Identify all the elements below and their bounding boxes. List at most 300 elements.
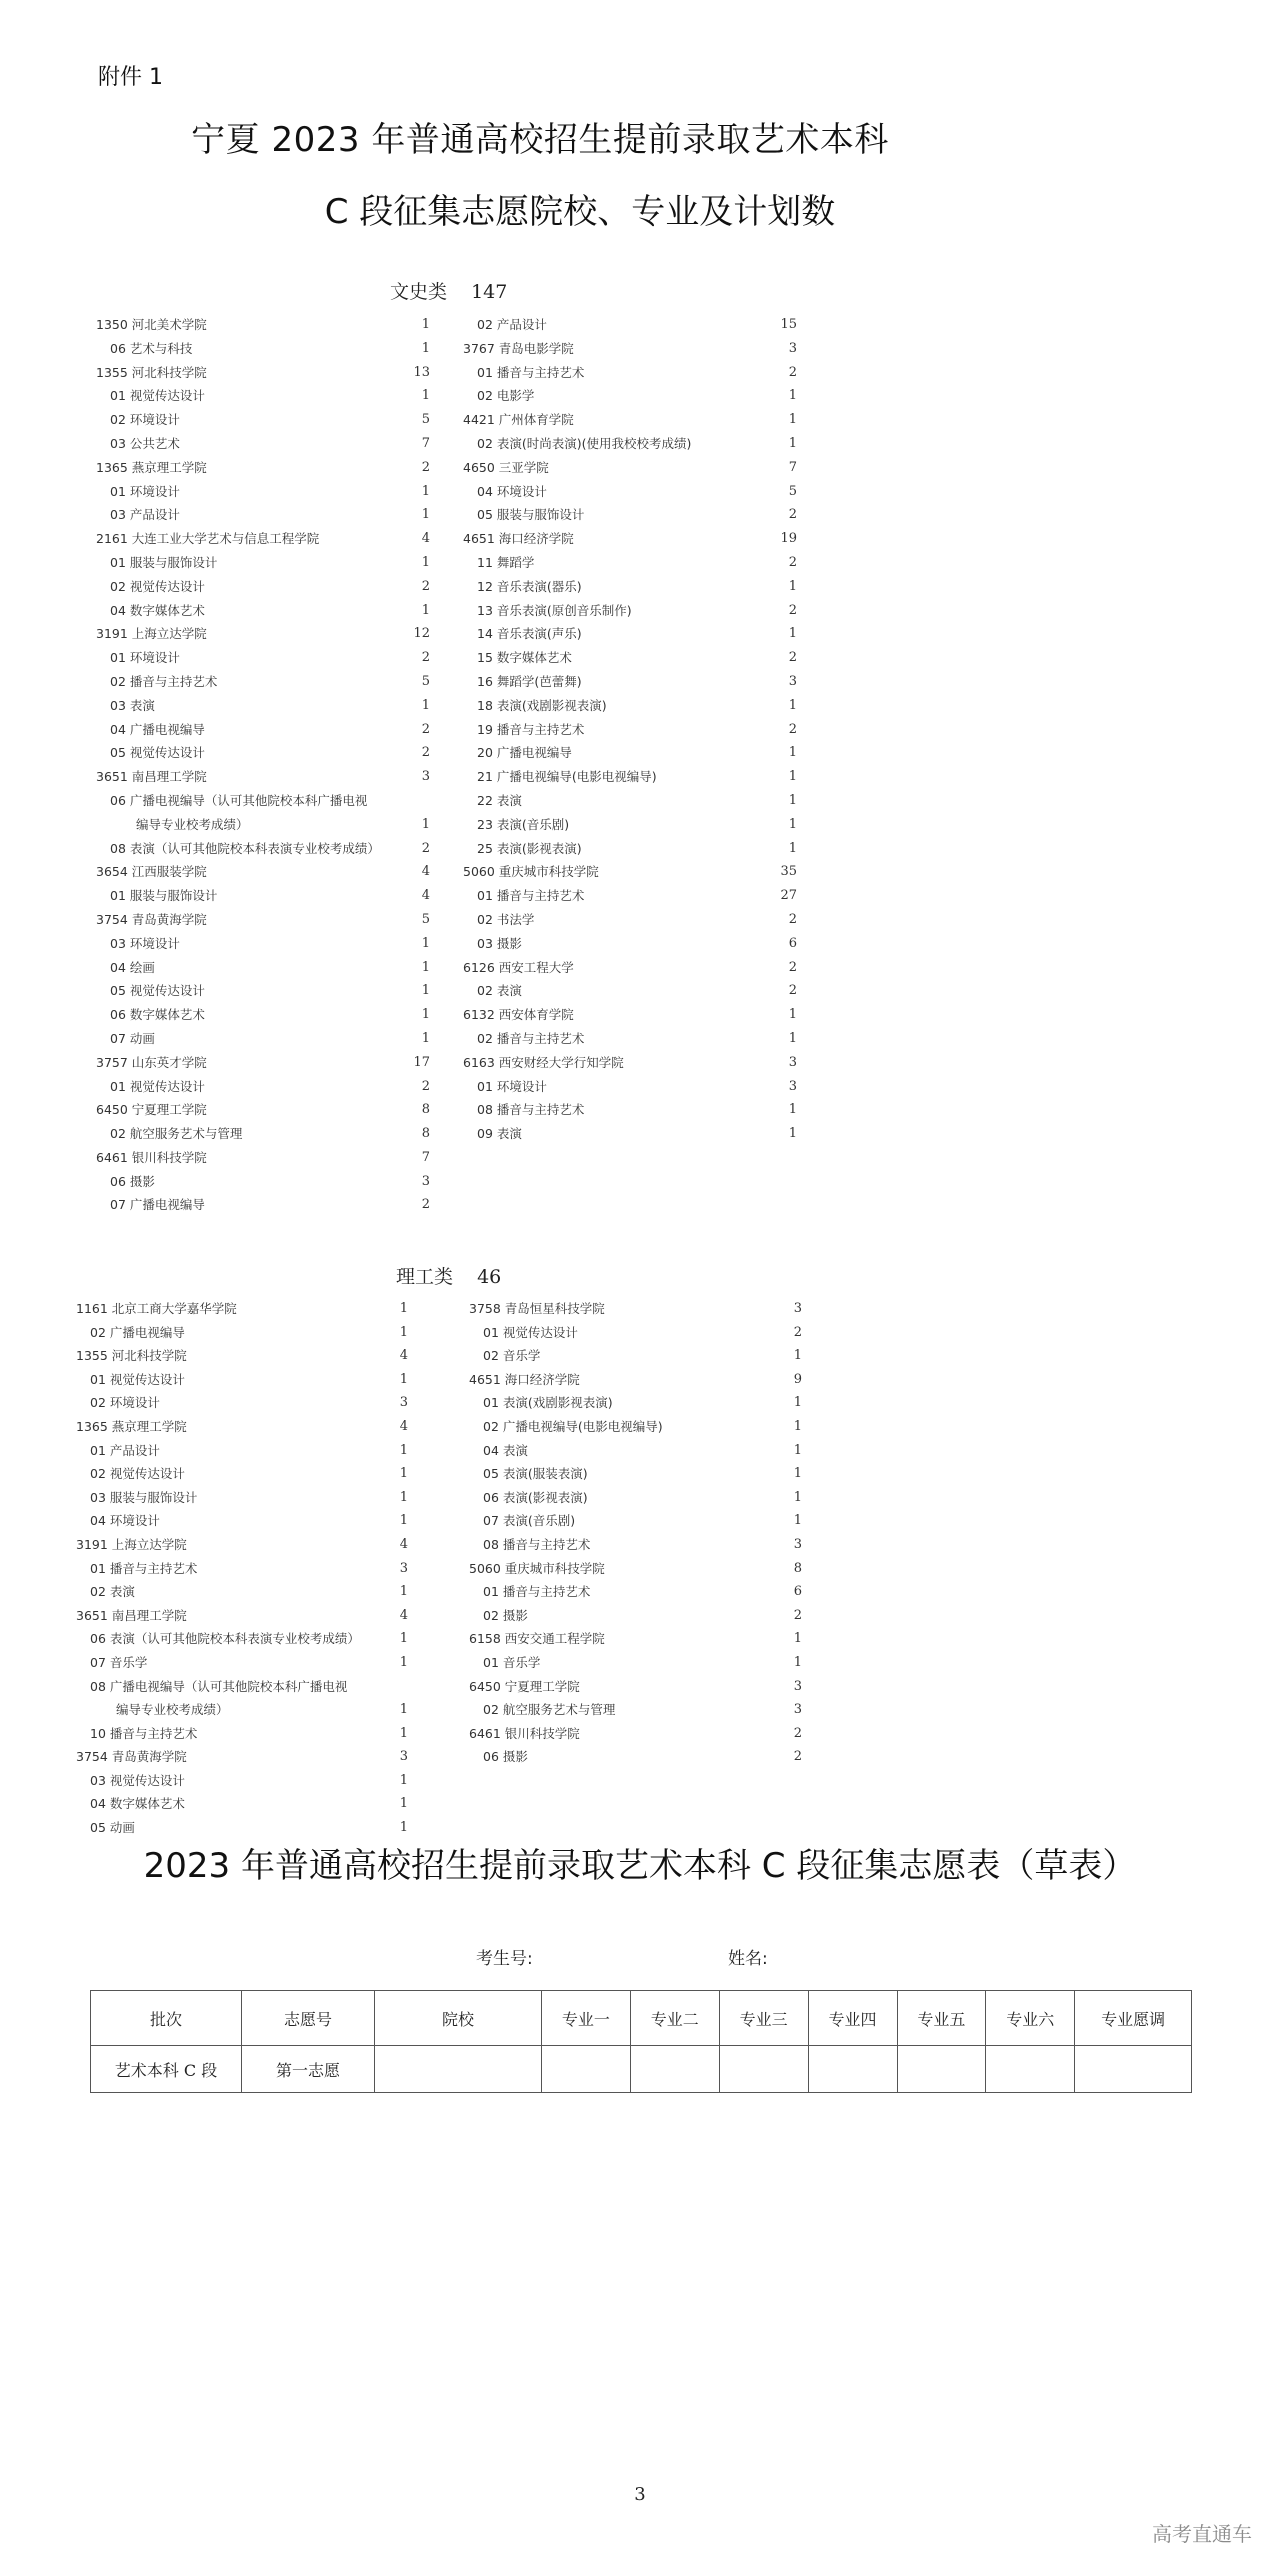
major-name: 06 艺术与科技	[110, 340, 193, 356]
header-major-4: 专业四	[808, 1991, 897, 2046]
school-row	[463, 1003, 797, 1027]
major-name: 07 音乐学	[90, 1654, 148, 1670]
school-row	[463, 408, 797, 432]
school-row	[76, 1415, 408, 1439]
school-row	[469, 1557, 802, 1581]
major-row	[96, 1075, 430, 1099]
major-name: 02 播音与主持艺术	[110, 673, 218, 689]
plan-count: 1	[793, 1418, 802, 1434]
school-row	[96, 361, 430, 385]
major-name: 18 表演(戏剧影视表演)	[477, 697, 607, 713]
plan-count: 8	[421, 1126, 430, 1142]
major-row	[463, 741, 797, 765]
major-name: 编导专业校考成绩）	[136, 816, 249, 832]
plan-count: 2	[788, 554, 797, 570]
major-name: 02 视觉传达设计	[90, 1466, 185, 1482]
plan-count: 1	[793, 1489, 802, 1505]
plan-count: 1	[788, 626, 797, 642]
school-row	[469, 1297, 802, 1321]
major-name: 16 舞蹈学(芭蕾舞)	[477, 673, 582, 689]
major-name: 02 视觉传达设计	[110, 578, 205, 594]
major-name: 02 广播电视编导(电影电视编导)	[483, 1418, 663, 1434]
major-name: 04 表演	[483, 1442, 528, 1458]
major-name: 01 播音与主持艺术	[90, 1560, 198, 1576]
plan-count: 1	[399, 1631, 408, 1647]
major-row	[76, 1368, 408, 1392]
cell-major-1[interactable]	[542, 2046, 631, 2093]
plan-count: 12	[413, 626, 430, 642]
major-name: 19 播音与主持艺术	[477, 721, 585, 737]
major-name: 23 表演(音乐剧)	[477, 816, 570, 832]
plan-count: 13	[413, 364, 430, 380]
plan-count: 6	[788, 935, 797, 951]
school-row	[463, 337, 797, 361]
major-row	[463, 1098, 797, 1122]
major-row	[463, 718, 797, 742]
major-row	[96, 1003, 430, 1027]
school-name: 1365 燕京理工学院	[76, 1418, 187, 1434]
major-row	[76, 1509, 408, 1533]
major-row	[96, 1170, 430, 1194]
major-name: 06 广播电视编导（认可其他院校本科广播电视	[110, 792, 368, 808]
plan-count: 3	[421, 1173, 430, 1189]
plan-count: 7	[421, 435, 430, 451]
plan-count: 1	[421, 388, 430, 404]
plan-count: 1	[788, 1030, 797, 1046]
major-name: 02 环境设计	[110, 412, 180, 428]
plan-count: 3	[793, 1678, 802, 1694]
major-name: 05 视觉传达设计	[110, 745, 205, 761]
major-row	[76, 1769, 408, 1793]
plan-count: 1	[793, 1654, 802, 1670]
major-name: 01 视觉传达设计	[110, 1078, 205, 1094]
school-name: 4421 广州体育学院	[463, 412, 574, 428]
major-name: 03 摄影	[477, 935, 522, 951]
plan-count: 1	[399, 1725, 408, 1741]
liberal-arts-heading	[390, 277, 507, 304]
header-major-1: 专业一	[542, 1991, 631, 2046]
major-name: 01 环境设计	[477, 1078, 547, 1094]
major-name: 02 书法学	[477, 911, 535, 927]
school-row	[96, 908, 430, 932]
plan-count: 3	[793, 1536, 802, 1552]
school-name: 6450 宁夏理工学院	[469, 1678, 580, 1694]
school-name: 6126 西安工程大学	[463, 959, 574, 975]
major-row	[469, 1415, 802, 1439]
major-name: 03 公共艺术	[110, 435, 180, 451]
plan-count: 1	[421, 554, 430, 570]
major-name: 02 表演(时尚表演)(使用我校校考成绩)	[477, 435, 692, 451]
major-name: 02 产品设计	[477, 317, 547, 332]
major-name: 12 音乐表演(器乐)	[477, 578, 582, 594]
major-name: 06 摄影	[483, 1749, 528, 1765]
form-title: 2023 年普通高校招生提前录取艺术本科 C 段征集志愿表（草表）	[143, 1846, 1137, 1886]
major-name: 04 数字媒体艺术	[110, 602, 205, 618]
major-row	[96, 337, 430, 361]
header-batch: 批次	[91, 1991, 242, 2046]
liberal-arts-right-list	[463, 313, 797, 1146]
plan-count: 4	[421, 531, 430, 547]
major-name: 01 播音与主持艺术	[477, 888, 585, 904]
plan-count: 1	[793, 1513, 802, 1529]
plan-count: 2	[788, 507, 797, 523]
major-row	[463, 432, 797, 456]
form-row-first-choice	[91, 2046, 1192, 2093]
plan-count: 3	[793, 1702, 802, 1718]
header-major-5: 专业五	[897, 1991, 986, 2046]
major-row	[463, 765, 797, 789]
school-name: 3651 南昌理工学院	[76, 1607, 187, 1623]
major-row	[469, 1580, 802, 1604]
plan-count: 1	[793, 1466, 802, 1482]
school-name: 3754 青岛黄海学院	[76, 1749, 187, 1765]
major-name: 03 服装与服饰设计	[90, 1489, 198, 1505]
school-row	[96, 1051, 430, 1075]
plan-count: 1	[399, 1466, 408, 1482]
plan-count: 27	[780, 888, 797, 904]
major-row	[76, 1792, 408, 1816]
annex-label: 附件 1	[98, 65, 163, 90]
major-name: 02 摄影	[483, 1607, 528, 1623]
science-heading	[396, 1262, 501, 1289]
major-row	[469, 1486, 802, 1510]
major-row	[76, 1722, 408, 1746]
doc-title-line2: C 段征集志愿院校、专业及计划数	[324, 192, 836, 232]
school-row	[463, 1051, 797, 1075]
plan-count: 3	[793, 1301, 802, 1316]
school-name: 1161 北京工商大学嘉华学院	[76, 1301, 237, 1316]
plan-count: 1	[399, 1772, 408, 1788]
school-name: 4650 三亚学院	[463, 459, 549, 475]
major-row	[463, 1075, 797, 1099]
school-name: 3191 上海立达学院	[76, 1536, 187, 1552]
plan-count: 1	[793, 1631, 802, 1647]
name-label: 姓名:	[728, 1949, 768, 1969]
major-row	[96, 599, 430, 623]
plan-count: 2	[793, 1749, 802, 1765]
major-name: 09 表演	[477, 1126, 522, 1142]
cell-major-3[interactable]	[719, 2046, 808, 2093]
cell-major-4[interactable]	[808, 2046, 897, 2093]
major-name: 01 环境设计	[110, 483, 180, 499]
plan-count: 3	[399, 1749, 408, 1765]
school-row	[469, 1368, 802, 1392]
plan-count: 2	[421, 1078, 430, 1094]
plan-count: 1	[399, 1324, 408, 1340]
school-name: 2161 大连工业大学艺术与信息工程学院	[96, 531, 320, 547]
major-row	[76, 1651, 408, 1675]
plan-count: 1	[399, 1301, 408, 1316]
major-name: 03 表演	[110, 697, 155, 713]
plan-count: 1	[399, 1654, 408, 1670]
school-name: 6461 银川科技学院	[96, 1149, 207, 1165]
school-row	[96, 313, 430, 337]
plan-count: 1	[399, 1796, 408, 1812]
plan-count: 1	[788, 792, 797, 808]
science-left-list	[76, 1297, 408, 1840]
school-row	[463, 956, 797, 980]
plan-count: 5	[421, 673, 430, 689]
plan-count: 1	[421, 983, 430, 999]
major-row	[463, 361, 797, 385]
plan-count: 2	[421, 1197, 430, 1213]
major-row	[469, 1651, 802, 1675]
plan-count: 1	[399, 1371, 408, 1387]
school-name: 6163 西安财经大学行知学院	[463, 1054, 624, 1070]
cell-major-6[interactable]	[986, 2046, 1075, 2093]
school-row	[76, 1745, 408, 1769]
major-name: 07 动画	[110, 1030, 155, 1046]
major-row	[76, 1816, 408, 1840]
plan-count: 4	[399, 1418, 408, 1434]
plan-count: 4	[421, 888, 430, 904]
major-row	[96, 1122, 430, 1146]
school-name: 3767 青岛电影学院	[463, 340, 574, 356]
major-row	[463, 837, 797, 861]
major-row	[96, 1027, 430, 1051]
major-name: 01 环境设计	[110, 650, 180, 666]
plan-count: 1	[788, 840, 797, 856]
major-name: 01 产品设计	[90, 1442, 160, 1458]
major-row	[96, 956, 430, 980]
major-row	[96, 718, 430, 742]
plan-count: 1	[421, 816, 430, 832]
plan-count: 3	[399, 1560, 408, 1576]
major-name: 02 航空服务艺术与管理	[483, 1702, 616, 1718]
major-row	[469, 1604, 802, 1628]
major-row	[96, 384, 430, 408]
school-row	[76, 1344, 408, 1368]
major-row	[96, 503, 430, 527]
plan-count: 3	[788, 340, 797, 356]
school-row	[96, 1146, 430, 1170]
major-row	[469, 1321, 802, 1345]
major-name: 02 电影学	[477, 388, 535, 404]
plan-count: 2	[788, 650, 797, 666]
header-school: 院校	[375, 1991, 542, 2046]
major-name: 05 表演(服装表演)	[483, 1466, 588, 1482]
school-row	[76, 1604, 408, 1628]
header-major-6: 专业六	[986, 1991, 1075, 2046]
plan-count: 1	[788, 769, 797, 785]
school-row	[76, 1297, 408, 1321]
plan-count: 1	[421, 340, 430, 356]
major-row	[463, 908, 797, 932]
major-name: 22 表演	[477, 792, 522, 808]
plan-count: 1	[421, 483, 430, 499]
major-row	[469, 1391, 802, 1415]
major-row	[96, 432, 430, 456]
liberal-arts-total: 147	[471, 281, 508, 303]
school-name: 1365 燕京理工学院	[96, 459, 207, 475]
plan-count: 1	[788, 1102, 797, 1118]
school-name: 1350 河北美术学院	[96, 317, 207, 332]
plan-count: 1	[421, 507, 430, 523]
school-name: 3651 南昌理工学院	[96, 769, 207, 785]
major-row	[469, 1698, 802, 1722]
plan-count: 1	[788, 412, 797, 428]
school-name: 6132 西安体育学院	[463, 1007, 574, 1023]
plan-count: 2	[788, 364, 797, 380]
major-name: 08 播音与主持艺术	[483, 1536, 591, 1552]
major-name: 15 数字媒体艺术	[477, 650, 572, 666]
cell-school[interactable]	[375, 2046, 542, 2093]
major-row	[463, 932, 797, 956]
major-name: 11 舞蹈学	[477, 554, 535, 570]
major-name: 05 视觉传达设计	[110, 983, 205, 999]
school-row	[76, 1533, 408, 1557]
major-name: 21 广播电视编导(电影电视编导)	[477, 769, 657, 785]
major-name: 08 广播电视编导（认可其他院校本科广播电视	[90, 1678, 348, 1694]
plan-count: 1	[421, 935, 430, 951]
school-row	[96, 860, 430, 884]
cell-adjust[interactable]	[1075, 2046, 1192, 2093]
major-name: 03 产品设计	[110, 507, 180, 523]
school-row	[96, 1098, 430, 1122]
plan-count: 1	[399, 1513, 408, 1529]
major-row	[96, 979, 430, 1003]
science-total: 46	[477, 1266, 502, 1288]
plan-count: 2	[421, 721, 430, 737]
major-row	[463, 1122, 797, 1146]
plan-count: 2	[421, 650, 430, 666]
major-row	[463, 575, 797, 599]
form-header-row	[91, 1991, 1192, 2046]
major-row	[463, 884, 797, 908]
plan-count: 1	[788, 578, 797, 594]
plan-count: 5	[421, 911, 430, 927]
school-name: 4651 海口经济学院	[469, 1371, 580, 1387]
major-name: 02 表演	[90, 1584, 135, 1600]
plan-count: 1	[399, 1489, 408, 1505]
school-row	[96, 456, 430, 480]
school-name: 3654 江西服装学院	[96, 864, 207, 880]
major-name: 04 环境设计	[477, 483, 547, 499]
major-name: 01 播音与主持艺术	[483, 1584, 591, 1600]
plan-count: 8	[421, 1102, 430, 1118]
major-row	[463, 670, 797, 694]
plan-count: 1	[399, 1702, 408, 1718]
major-row	[469, 1745, 802, 1769]
plan-count: 3	[421, 769, 430, 785]
school-row	[469, 1722, 802, 1746]
plan-count: 6	[793, 1584, 802, 1600]
plan-count: 1	[421, 317, 430, 332]
major-name: 04 绘画	[110, 959, 155, 975]
plan-count: 2	[788, 911, 797, 927]
plan-count: 2	[788, 959, 797, 975]
plan-count: 4	[399, 1607, 408, 1623]
plan-count: 17	[413, 1054, 430, 1070]
major-name: 01 服装与服饰设计	[110, 554, 218, 570]
major-row	[463, 646, 797, 670]
plan-count: 1	[788, 697, 797, 713]
plan-count: 4	[399, 1536, 408, 1552]
major-row	[76, 1627, 408, 1651]
school-name: 1355 河北科技学院	[96, 364, 207, 380]
plan-count: 1	[399, 1442, 408, 1458]
school-name: 5060 重庆城市科技学院	[469, 1560, 605, 1576]
plan-count: 4	[421, 864, 430, 880]
plan-count: 2	[421, 840, 430, 856]
plan-count: 9	[793, 1371, 802, 1387]
plan-count: 1	[421, 1030, 430, 1046]
science-right-list	[469, 1297, 802, 1769]
doc-title-line1: 宁夏 2023 年普通高校招生提前录取艺术本科	[191, 120, 889, 160]
cell-major-2[interactable]	[630, 2046, 719, 2093]
major-name: 02 航空服务艺术与管理	[110, 1126, 243, 1142]
major-name: 14 音乐表演(声乐)	[477, 626, 582, 642]
plan-count: 1	[421, 602, 430, 618]
cell-batch: 艺术本科 C 段	[91, 2046, 242, 2093]
plan-count: 1	[399, 1820, 408, 1836]
major-name: 13 音乐表演(原创音乐制作)	[477, 602, 632, 618]
school-name: 5060 重庆城市科技学院	[463, 864, 599, 880]
major-row	[76, 1439, 408, 1463]
liberal-arts-label: 文史类	[390, 281, 448, 303]
major-row	[463, 503, 797, 527]
major-row	[96, 575, 430, 599]
school-name: 4651 海口经济学院	[463, 531, 574, 547]
application-form-table	[90, 1990, 1192, 2093]
school-name: 3757 山东英才学院	[96, 1054, 207, 1070]
major-row	[96, 480, 430, 504]
school-name: 3758 青岛恒星科技学院	[469, 1301, 605, 1316]
major-name: 04 环境设计	[90, 1513, 160, 1529]
major-row	[469, 1509, 802, 1533]
major-row	[76, 1675, 408, 1699]
major-row	[96, 884, 430, 908]
major-name: 06 表演(影视表演)	[483, 1489, 588, 1505]
plan-count: 3	[788, 1078, 797, 1094]
school-row	[463, 527, 797, 551]
major-name: 04 数字媒体艺术	[90, 1796, 185, 1812]
major-name: 编导专业校考成绩）	[116, 1702, 229, 1718]
plan-count: 15	[780, 317, 797, 332]
school-name: 6461 银川科技学院	[469, 1725, 580, 1741]
major-name: 03 环境设计	[110, 935, 180, 951]
major-row	[463, 384, 797, 408]
major-name: 03 视觉传达设计	[90, 1772, 185, 1788]
plan-count: 19	[780, 531, 797, 547]
major-row	[76, 1391, 408, 1415]
major-name: 05 服装与服饰设计	[477, 507, 585, 523]
major-row	[469, 1344, 802, 1368]
school-row	[463, 456, 797, 480]
major-row	[463, 979, 797, 1003]
major-row	[76, 1321, 408, 1345]
plan-count: 1	[788, 816, 797, 832]
cell-major-5[interactable]	[897, 2046, 986, 2093]
major-name: 06 表演（认可其他院校本科表演专业校考成绩）	[90, 1631, 360, 1647]
major-row	[463, 551, 797, 575]
major-row	[96, 670, 430, 694]
plan-count: 35	[780, 864, 797, 880]
plan-count: 1	[788, 388, 797, 404]
plan-count: 1	[421, 1007, 430, 1023]
plan-count: 1	[788, 745, 797, 761]
plan-count: 4	[399, 1348, 408, 1364]
major-name: 10 播音与主持艺术	[90, 1725, 198, 1741]
major-row	[463, 622, 797, 646]
major-name: 01 服装与服饰设计	[110, 888, 218, 904]
major-row	[76, 1462, 408, 1486]
major-row	[96, 789, 430, 813]
major-row	[76, 1698, 408, 1722]
plan-count: 2	[421, 578, 430, 594]
plan-count: 2	[793, 1607, 802, 1623]
plan-count: 1	[788, 1007, 797, 1023]
